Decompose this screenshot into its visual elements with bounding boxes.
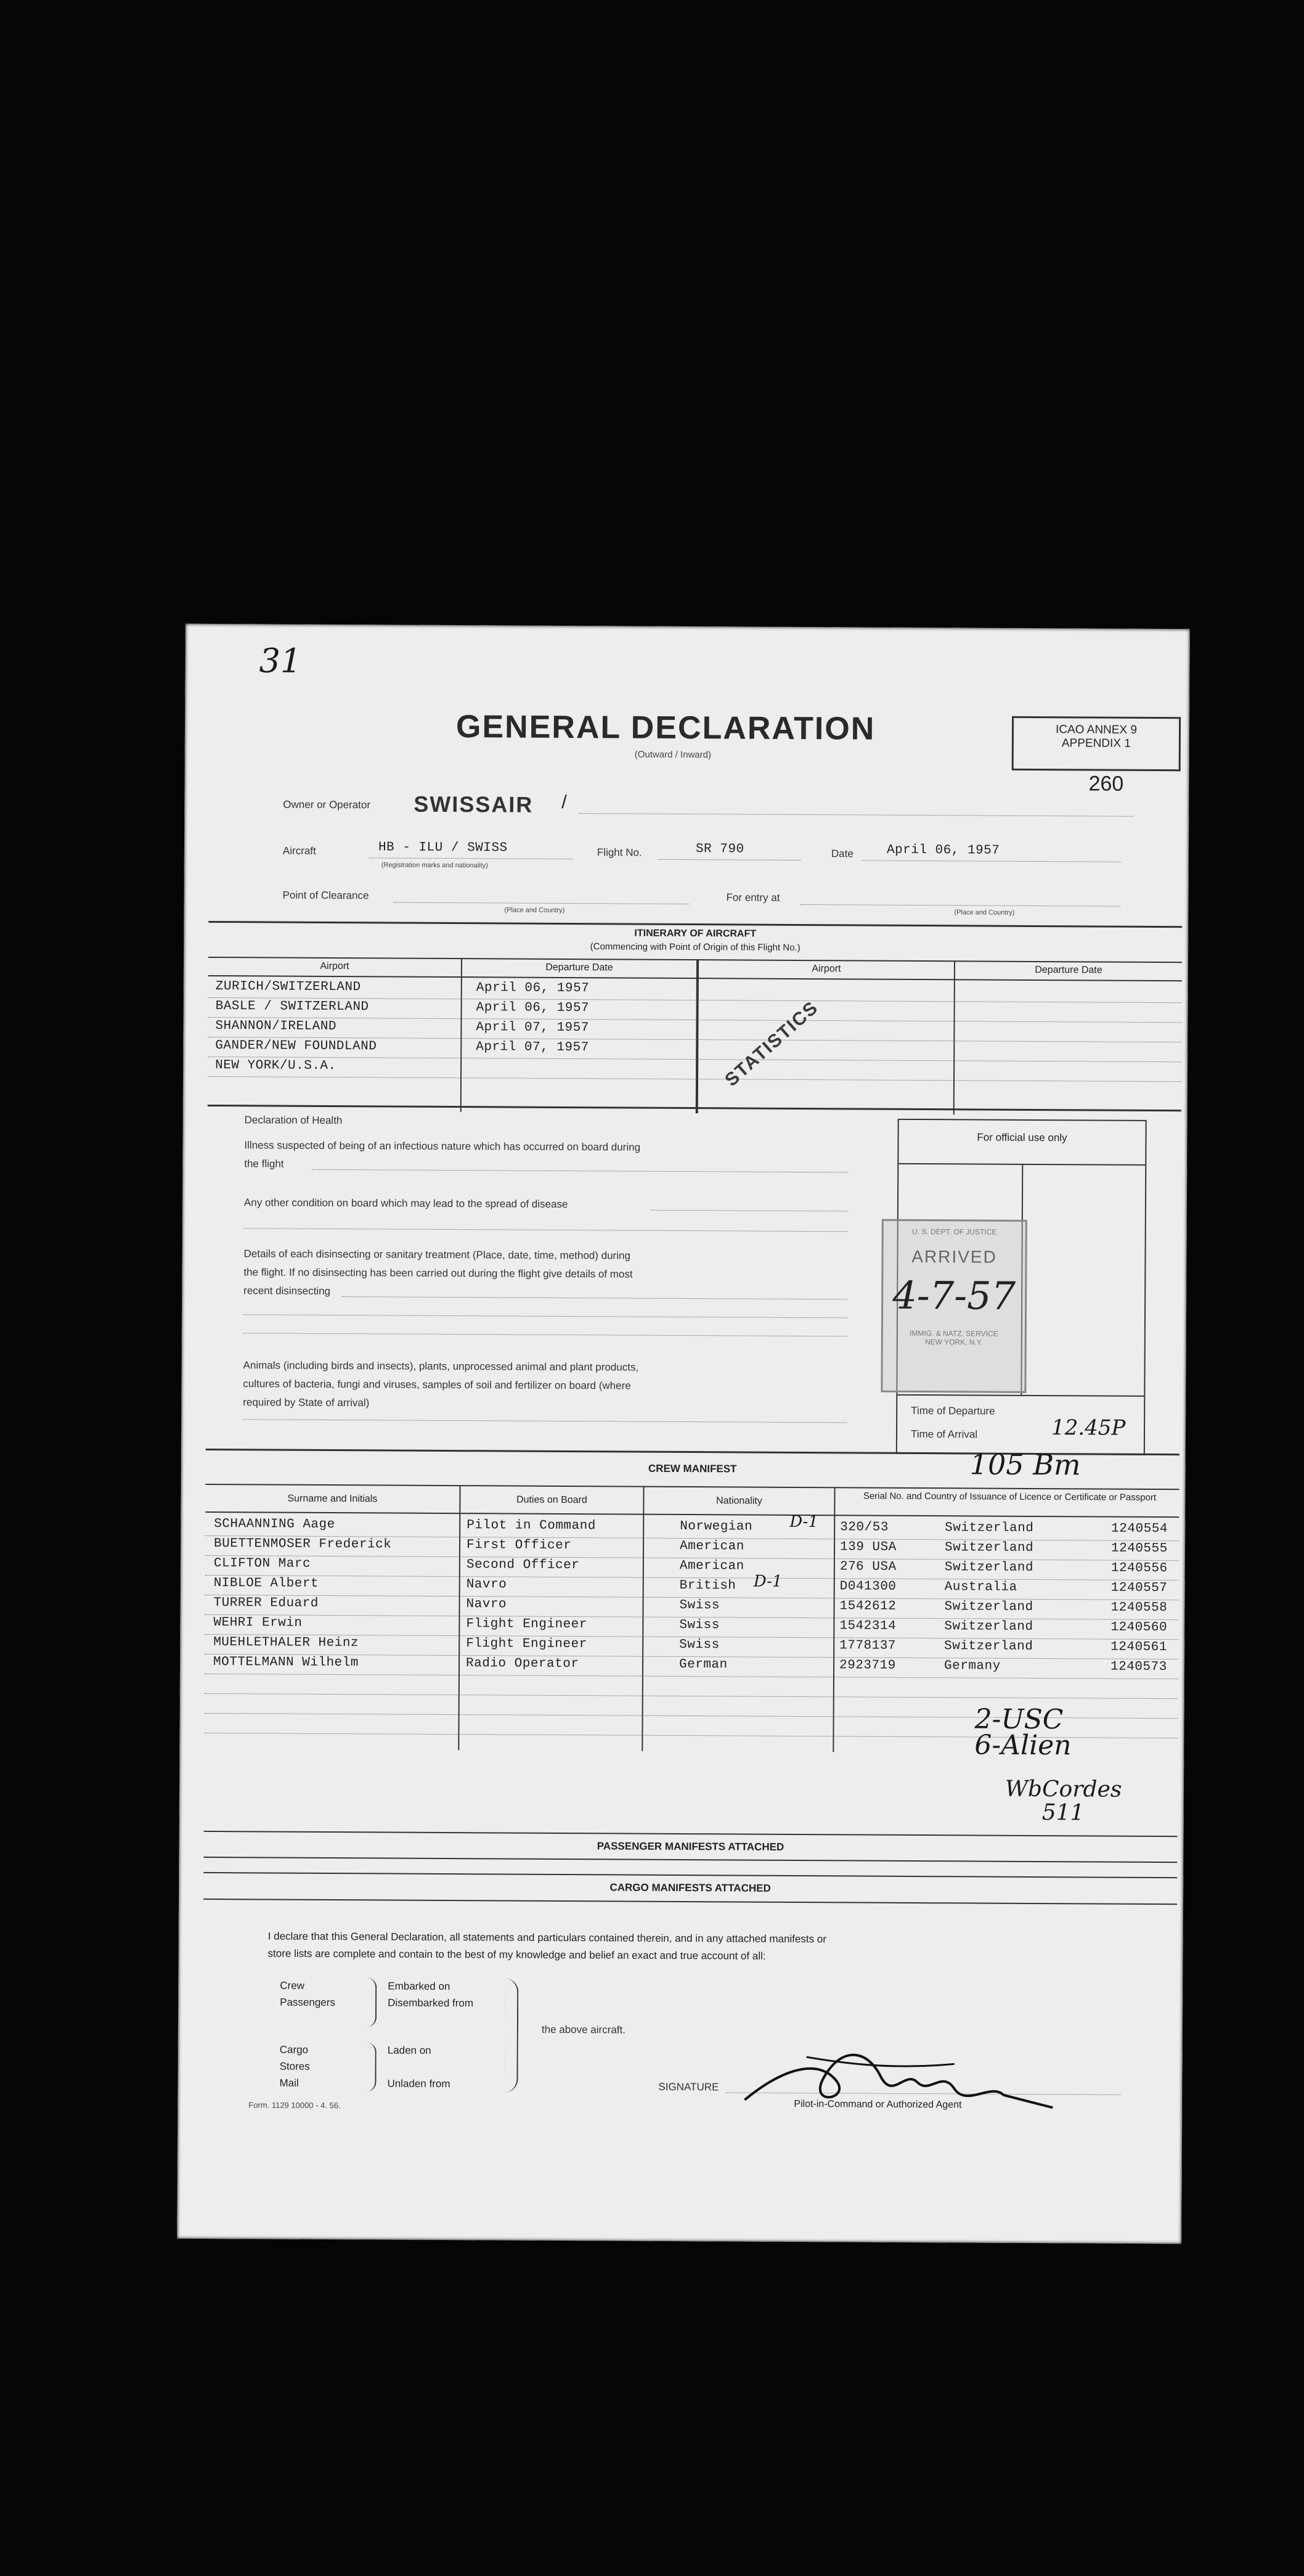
owner-value: SWISSAIR <box>414 791 534 817</box>
date-label: Date <box>831 848 854 860</box>
clearance-label: Point of Clearance <box>282 889 369 902</box>
crew-tally: 2-USC 6-Alien <box>974 1703 1072 1762</box>
crew-header-nationality: Nationality <box>716 1495 762 1507</box>
declaration-text: I declare that this General Declaration, all statements and particulars contained therein, and in any attached manifests or store lists are complete and contain to the best of my knowledge and belief an exact and true account of all: <box>267 1930 826 1962</box>
statistics-stamp: STATISTICS <box>721 997 823 1091</box>
form-subtitle: (Outward / Inward) <box>634 749 712 761</box>
date-value: April 06, 1957 <box>886 843 1000 858</box>
crew-title: CREW MANIFEST <box>648 1462 737 1475</box>
itinerary-row: SHANNON/IRELAND April 07, 1957 <box>215 1019 589 1036</box>
itin-header-airport-2: Airport <box>812 963 841 975</box>
crew-header-name: Surname and Initials <box>287 1493 378 1505</box>
officer-initials: WbCordes 511 <box>1004 1776 1122 1826</box>
declaration-col1: Crew Passengers Cargo Stores Mail <box>279 1979 335 2089</box>
declaration-col2: Embarked on Disembarked from Laden on Unladen from <box>387 1980 474 2090</box>
crew-note: 105 Bm <box>969 1447 1081 1482</box>
crew-row: SCHAANNING Aage Pilot in Command Norwegian 320/53 Switzerland 1240554 <box>214 1517 1168 1537</box>
aircraft-label: Aircraft <box>282 844 316 857</box>
sheet-number: 31 <box>259 641 302 681</box>
crew-header-duty: Duties on Board <box>516 1494 587 1506</box>
declaration-form: 31 GENERAL DECLARATION (Outward / Inward) ICAO ANNEX 9 APPENDIX 1 260 Owner or Operator SWISSAIR / Aircraft HB - ILU / SWISS (Registration marks and nationality) Flight No. SR 790 Date April 06, 1957 Point of Clearance (Place and Country) For entry at (Place and Country) ITINERARY OF AIRCRAFT (Commencing with Point of Origin of this Flight No.) Airport Departure Date Airport Departure Date ZURICH/SWITZERLAND April 06, 1957 BASLE / SWITZERLAND April 06, 1957 SHANNON/IRELAND April 07, 1957 GANDER/NEW FOUNDLAND April 07, 1957 NEW YORK/U.S.A. STATISTICS Declaration of Health Illness suspected of being of an infectious nature which has occurred on board during the flight Any other condition on board which may lead to the spread of disease Details of each disinsecting or sanitary treatment (Place, date, time, method) during the flight. If no disinsecting has been carried out during the flight give details of most recent disinsecting Animals (including birds and insects), plants, unprocessed animal and plant products, cultures of bacteria, fungi and viruses, samples of soil and fertilizer on board (where required by State of arrival) For official use only Time of Departure Time of Arrival 12.45P U. S. DEPT. OF JUSTICE ARRIVED 4-7-57 IMMIG. & NATZ. SERVICE NEW YORK, N.Y. CREW MANIFEST 105 Bm Surname and Initials Duties on Board Nationality Serial No. and Country of Issuance of Licence or Certificate or Passport SCHAANNING Aage Pilot in Command Norwegian 320/53 Switzerland 1240554 BUETTENMOSER Frederick First Officer American 139 USA Switzerland 1240555 CLIFTON Marc Second Officer American 276 USA Switzerland 1240556 NIBLOE Albert Navro British D041300 Australia 1240557 TURRER Eduard Navro Swiss 1542612 Switzerland 1240558 WEHRI Erwin Flight Engineer Swiss 1542314 Switzerland 1240560 MUEHLETHALER Heinz Flight Engineer Swiss 1778137 Switzerland 1240561 MOTTELMANN Wilhelm Radio Operator German 2923719 Germany 1240573 D-1 D-1 2-USC 6-Alien WbCordes 511 PASSENGER MANIFESTS ATTACHED CARGO MANIFESTS ATTACHED I declare that this General Declaration, all statements and particulars contained therein, and in any attached manifests or store lists are complete and contain to the best of my knowledge and belief an exact and true account of all: Crew Passengers Cargo Stores Mail Embarked on Disembarked from Laden on Unladen from the above aircraft. SIGNATURE Pilot-in-Command or Authorized Agent Form. 1129 10000 - 4. 56. <box>177 624 1190 2244</box>
entry-label: For entry at <box>726 891 780 904</box>
itin-header-airport: Airport <box>320 960 349 972</box>
arrived-stamp: U. S. DEPT. OF JUSTICE ARRIVED 4-7-57 IMMIG. & NATZ. SERVICE NEW YORK, N.Y. <box>881 1219 1027 1393</box>
crew-row: TURRER Eduard Navro Swiss 1542612 Switzerland 1240558 <box>213 1596 1168 1616</box>
above-aircraft: the above aircraft. <box>541 2023 626 2036</box>
itinerary-title: ITINERARY OF AIRCRAFT <box>634 928 757 939</box>
arrival-time-value: 12.45P <box>1051 1415 1126 1441</box>
crew-row: BUETTENMOSER Frederick First Officer American 139 USA Switzerland 1240555 <box>213 1537 1168 1556</box>
signature-label: SIGNATURE <box>658 2080 719 2093</box>
d1-mark: D-1 <box>753 1572 783 1591</box>
cargo-manifests: CARGO MANIFESTS ATTACHED <box>609 1881 771 1894</box>
crew-row: MUEHLETHALER Heinz Flight Engineer Swiss 1778137 Switzerland 1240561 <box>213 1635 1167 1655</box>
itinerary-rows <box>208 978 1182 1082</box>
signature-caption: Pilot-in-Command or Authorized Agent <box>794 2098 962 2111</box>
flight-value: SR 790 <box>695 842 744 857</box>
itinerary-row: BASLE / SWITZERLAND April 06, 1957 <box>215 999 590 1016</box>
flight-label: Flight No. <box>597 846 642 859</box>
crew-row: CLIFTON Marc Second Officer American 276 USA Switzerland 1240556 <box>213 1556 1168 1576</box>
departure-time-label: Time of Departure <box>911 1404 995 1417</box>
crew-row: NIBLOE Albert Navro British D041300 Australia 1240557 <box>213 1576 1168 1596</box>
itin-header-date-2: Departure Date <box>1035 964 1102 976</box>
owner-label: Owner or Operator <box>283 798 371 811</box>
owner-separator: / <box>561 791 567 812</box>
official-title: For official use only <box>977 1131 1067 1144</box>
clearance-caption: (Place and Country) <box>504 906 565 914</box>
itinerary-row: ZURICH/SWITZERLAND April 06, 1957 <box>215 979 590 996</box>
itinerary-row: GANDER/NEW FOUNDLAND April 07, 1957 <box>215 1039 589 1055</box>
page-number: 260 <box>1088 772 1124 796</box>
form-number: Form. 1129 10000 - 4. 56. <box>248 2100 341 2111</box>
entry-caption: (Place and Country) <box>954 909 1015 917</box>
itin-header-date: Departure Date <box>545 962 613 973</box>
health-title: Declaration of Health <box>244 1114 343 1127</box>
d1-mark: D-1 <box>789 1512 818 1532</box>
crew-row: WEHRI Erwin Flight Engineer Swiss 1542314 Switzerland 1240560 <box>213 1616 1168 1635</box>
form-title: GENERAL DECLARATION <box>455 709 876 747</box>
aircraft-caption: (Registration marks and nationality) <box>381 861 488 870</box>
crew-header-serial: Serial No. and Country of Issuance of Licence or Certificate or Passport <box>863 1490 1157 1503</box>
itinerary-subtitle: (Commencing with Point of Origin of this Flight No.) <box>590 941 801 953</box>
arrival-time-label: Time of Arrival <box>910 1428 978 1441</box>
icao-box: ICAO ANNEX 9 APPENDIX 1 <box>1012 716 1181 771</box>
aircraft-value: HB - ILU / SWISS <box>378 840 508 856</box>
itinerary-row: NEW YORK/U.S.A. <box>215 1058 336 1074</box>
crew-row: MOTTELMANN Wilhelm Radio Operator German 2923719 Germany 1240573 <box>213 1655 1167 1675</box>
passenger-manifests: PASSENGER MANIFESTS ATTACHED <box>597 1840 784 1853</box>
